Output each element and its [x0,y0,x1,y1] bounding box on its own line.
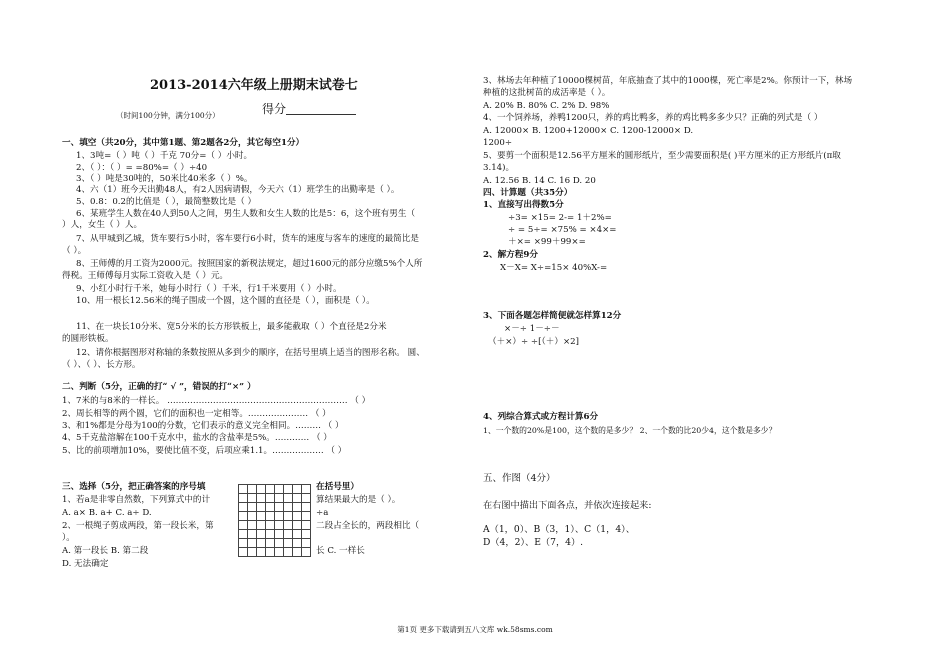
fill-line: 3、（ ）吨是30吨的，50米比40米多（ ）%。 [76,174,253,184]
fill-line: 4、六（1）班今天出勤48人，有2人因病请假，今天六（1）班学生的出勤率是（ ）。 [76,185,400,195]
direct-heading: 1、直接写出得数5分 [483,200,564,210]
simplify-line: （＋×）÷ ÷[（＋）×2] [488,337,579,347]
fill-line: 的圆形铁板。 [62,334,114,344]
judge-line: 2、周长相等的两个圆，它们的面积也一定相等。………………… （ ） [62,409,331,419]
choice-left-line: 1、若a是非零自然数，下列算式中的计 [62,495,211,505]
judge-line: 4、5千克盐溶解在100千克水中，盐水的含盐率是5%。………… （ ） [62,433,332,443]
rc-line: 3.14)。 [483,163,515,173]
judge-line: 5、比的前项增加10%，要使比值不变，后项应乘1.1。……………… （ ） [62,446,347,456]
direct-line: ÷ = 5÷= ×75% = ×4×= [508,225,617,235]
page-title: 2013-2014六年级上册期末试卷七 [150,78,358,93]
choice-left-line: D. 无法确定 [62,559,109,569]
rc-line: 种植的这批树苗的成活率是（ ）。 [483,88,611,98]
fill-line: 10、用一根长12.56米的绳子围成一个圆，这个圆的直径是（ ），面积是（ ）。 [76,296,375,306]
rc-line: 1200÷ [483,138,513,148]
fill-line: 7、从甲城到乙城，货车要行5小时，客车要行6小时，货车的速度与客车的速度的最简比是 [76,234,419,244]
page-footer: 第1页 更多下载请到五八文库 wk.58sms.com [397,625,553,634]
equation-heading: 2、解方程9分 [483,250,538,260]
exam-subtitle: （时间100分钟，满分100分） [116,111,220,120]
fill-line: 6、某班学生人数在40人到50人之间，男生人数和女生人数的比是5：6，这个班有男生（ [76,209,416,219]
word-line: 1、一个数的20%是100，这个数的是多少？ 2、一个数的比20少4，这个数是多少？ [483,426,777,435]
fill-line: 1、3吨=（ ）吨（ ）千克 70分=（ ）小时。 [76,151,253,161]
judge-line: 3、和1%都是分母为100的分数，它们表示的意义完全相同。……… （ ） [62,421,344,431]
fill-line: 5、0.8：0.2的比值是（ ），最简整数比是（ ） [76,197,257,207]
fill-line: 8、王师傅的月工资为2000元。按照国家的新税法规定，超过1600元的部分应缴5%个人所 [76,259,423,269]
score-field [262,104,356,115]
word-heading: 4、列综合算式或方程计算6分 [483,412,599,422]
choice-heading: 三、选择（5分，把正确答案的序号填 [62,482,206,492]
equation-line: X－X= X÷=15× 40%X-= [500,263,608,273]
fill-line: （ ）、（ ）、长方形。 [62,360,141,370]
fill-line: ）人，女生（ ）人。 [62,220,143,230]
rc-line: 5、要剪一个面积是12.56平方厘米的圆形纸片，至少需要面积是( )平方厘米的正方形纸片(π取 [483,151,841,161]
choice-right-line: 长 C. 一样长 [316,546,365,556]
points-line: D（4，2）、E（7，4）. [483,537,584,548]
calc-heading: 四、计算题（共35分） [483,188,573,198]
fill-line: 得税。王师傅每月实际工资收入是（ ）元。 [62,271,229,281]
draw-heading: 五、作图（4分） [483,473,556,484]
rc-line: 3、林场去年种植了10000棵树苗，年底抽查了其中的1000棵，死亡率是2%。你预计一下，林场 [483,76,853,86]
simplify-line: ×－÷ 1－÷－ [504,324,560,334]
choice-right-line: 二段占全长的，两段相比（ [316,521,420,531]
choice-right-line: 算结果最大的是（ ）。 [316,495,401,505]
judge-line: 1、7米的与8米的一样长。 ……………………………………………………… （ ） [62,396,371,406]
score-label: 得分 [262,102,287,116]
fill-line: 11、在一块长10分米、宽5分米的长方形铁板上，最多能截取（ ）个直径是2分米 [76,322,387,332]
choice-right-line: ÷a [316,508,329,518]
points-line: A（1，0）、B（3，1）、C（1，4）、 [483,524,635,535]
coordinate-grid [238,484,311,557]
rc-line: A. 20% B. 80% C. 2% D. 98% [483,101,610,111]
fill-line: 2、（ ）：（ ）= =80%=（ ）÷40 [76,163,208,173]
rc-line: A. 12000× B. 1200+12000× C. 1200-12000× D. [483,126,694,136]
fill-line: 9、小红小时行千米，她每小时行（ ）千米，行1千米要用（ ）小时。 [76,284,342,294]
choice-left-line: A. 第一段长 B. 第二段 [62,546,149,556]
judge-heading: 二、判断（5分，正确的打“ √ ”，错误的打“×” ） [62,382,256,392]
fill-heading: 一、填空（共20分，其中第1题、第2题各2分，其它每空1分） [62,138,305,148]
direct-line: ＋×= ×99＋99×= [508,237,586,247]
choice-left-line: A. a× B. a+ C. a÷ D. [62,508,152,518]
choice-left-line: 2、一根绳子剪成两段，第一段长米，第 [62,521,214,531]
draw-line: 在右图中描出下面各点，并依次连接起来: [483,500,652,511]
simplify-heading: 3、下面各题怎样简便就怎样算12分 [483,311,622,321]
direct-line: ÷3= ×15= 2-= 1＋2%= [508,213,612,223]
rc-line: 4、一个饲养场，养鸭1200只，养的鸡比鸭多，养的鸡比鸭多多少只？正确的列式是（ ） [483,113,823,123]
choice-heading-tail: 在括号里） [316,482,359,492]
fill-line: 12、请你根据图形对称轴的条数按照从多到少的顺序，在括号里填上适当的图形名称。 圆、 [76,348,425,358]
choice-left-line: ）。 [62,533,75,543]
score-blank[interactable] [286,104,356,115]
fill-line: （ ）。 [62,246,87,256]
rc-line: A. 12.56 B. 14 C. 16 D. 20 [483,176,596,186]
